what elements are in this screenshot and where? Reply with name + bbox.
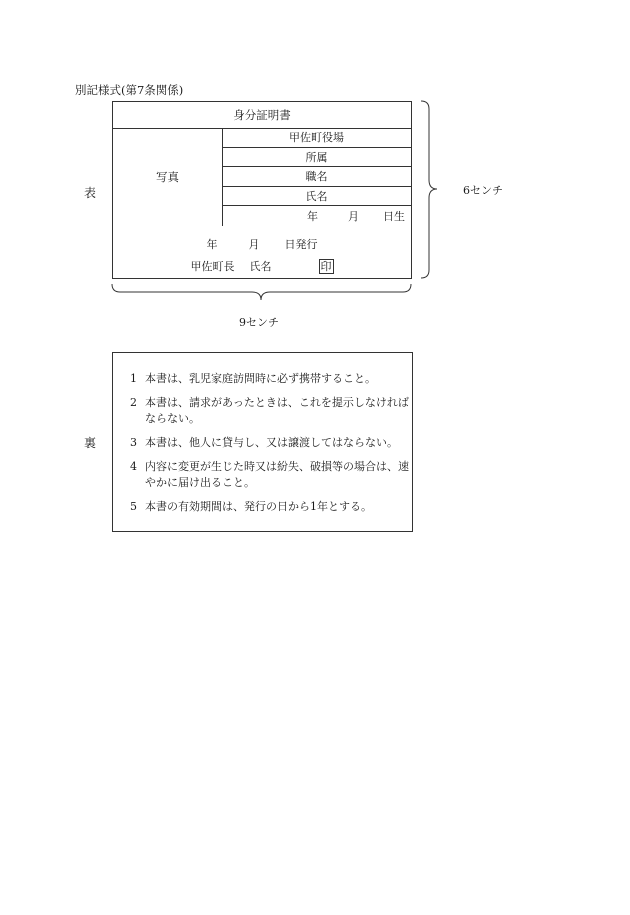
issuer-title: 甲佐町長 [190, 260, 235, 273]
height-dimension-label: 6センチ [463, 184, 503, 197]
birth-year-label: 年 [307, 210, 318, 224]
note-text: 内容に変更が生じた時又は紛失、破損等の場合は、速やかに届け出ること。 [145, 460, 409, 489]
notes-list [113, 371, 412, 523]
issue-year-label: 年 [206, 238, 218, 251]
width-bracket [112, 284, 411, 300]
note-number: 1 [130, 372, 137, 385]
issue-day-label: 日発行 [284, 238, 318, 251]
office-field: 甲佐町役場 [222, 128, 411, 148]
form-heading: 別記様式(第7条関係) [75, 83, 184, 97]
birth-month-label: 月 [348, 210, 359, 224]
height-bracket [421, 101, 437, 278]
list-item [113, 371, 412, 387]
list-item [113, 499, 412, 515]
birth-day-label: 日生 [383, 210, 405, 224]
issue-month-label: 月 [248, 238, 260, 251]
id-card-back [112, 352, 413, 532]
note-number: 5 [130, 500, 137, 513]
photo-area: 写真 [113, 128, 223, 226]
note-number: 4 [130, 460, 137, 473]
note-text: 本書の有効期間は、発行の日から1年とする。 [145, 500, 372, 513]
note-text: 本書は、乳児家庭訪問時に必ず携帯すること。 [145, 372, 376, 385]
list-item [113, 395, 412, 427]
seal-mark: 印 [320, 260, 332, 273]
note-text: 本書は、請求があったときは、これを提示しなければならない。 [145, 396, 409, 425]
note-number: 3 [130, 436, 137, 449]
list-item [113, 435, 412, 451]
list-item [113, 459, 412, 491]
issuer-name-label: 氏名 [249, 260, 272, 273]
front-side-label: 表 [84, 186, 97, 200]
note-text: 本書は、他人に貸与し、又は譲渡してはならない。 [145, 436, 398, 449]
width-dimension-label: 9センチ [239, 316, 279, 329]
dimension-brackets [0, 0, 630, 340]
back-side-label: 裏 [84, 436, 97, 450]
department-field: 所属 [222, 148, 411, 168]
note-number: 2 [130, 396, 137, 409]
name-field: 氏名 [222, 187, 411, 207]
card-title: 身分証明書 [113, 102, 411, 129]
job-title-field: 職名 [222, 167, 411, 187]
